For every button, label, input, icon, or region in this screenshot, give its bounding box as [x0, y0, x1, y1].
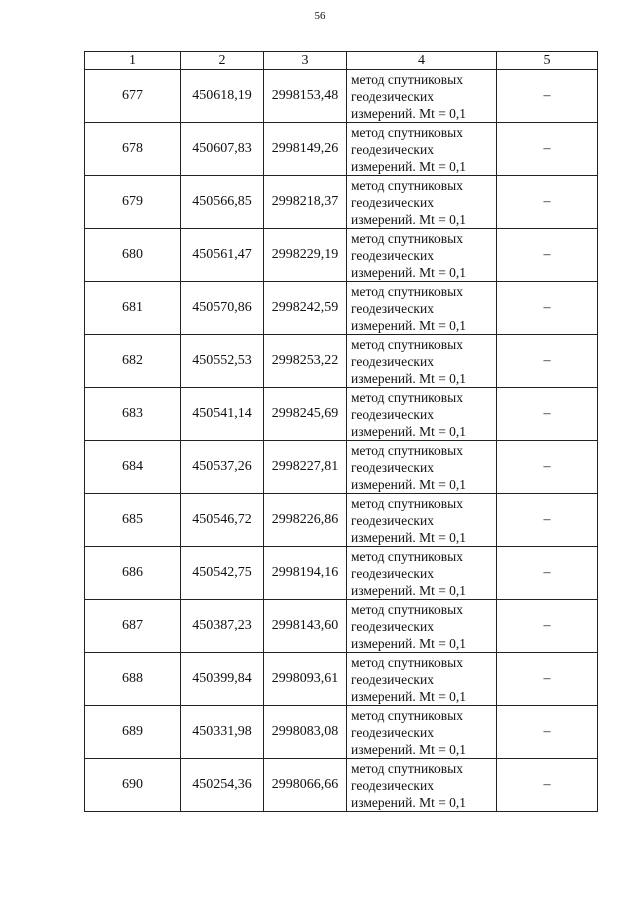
coord-x: 450552,53 [181, 335, 264, 388]
method-line: измерений. Mt = 0,1 [351, 582, 467, 598]
table-row [85, 600, 598, 653]
method-line: измерений. Mt = 0,1 [351, 211, 467, 227]
table-row [85, 759, 598, 812]
method-line: метод спутниковых [351, 495, 463, 511]
table-body [85, 70, 598, 812]
point-number: 681 [85, 282, 181, 335]
header-col-2: 2 [181, 52, 264, 70]
table-header [85, 52, 598, 70]
method-line: геодезических [351, 88, 434, 104]
col5-value: – [497, 441, 598, 494]
method-line: геодезических [351, 194, 434, 210]
method-line: геодезических [351, 724, 434, 740]
method-line: метод спутниковых [351, 230, 463, 246]
coord-y: 2998218,37 [264, 176, 347, 229]
method-line: метод спутниковых [351, 442, 463, 458]
method-line: метод спутниковых [351, 124, 463, 140]
coord-y: 2998194,16 [264, 547, 347, 600]
coord-x: 450546,72 [181, 494, 264, 547]
col5-value: – [497, 600, 598, 653]
point-number: 680 [85, 229, 181, 282]
point-number: 682 [85, 335, 181, 388]
col5-value: – [497, 653, 598, 706]
coord-y: 2998227,81 [264, 441, 347, 494]
method-description [347, 653, 497, 706]
table-row [85, 388, 598, 441]
table-row [85, 70, 598, 123]
header-row [85, 52, 598, 70]
table-row [85, 282, 598, 335]
coord-x: 450254,36 [181, 759, 264, 812]
col5-value: – [497, 335, 598, 388]
method-description [347, 123, 497, 176]
coord-x: 450331,98 [181, 706, 264, 759]
coord-x: 450607,83 [181, 123, 264, 176]
method-line: геодезических [351, 459, 434, 475]
point-number: 687 [85, 600, 181, 653]
col5-value: – [497, 123, 598, 176]
method-line: измерений. Mt = 0,1 [351, 158, 467, 174]
method-line: геодезических [351, 353, 434, 369]
method-line: геодезических [351, 247, 434, 263]
method-line: измерений. Mt = 0,1 [351, 317, 467, 333]
method-line: измерений. Mt = 0,1 [351, 635, 467, 651]
method-line: метод спутниковых [351, 389, 463, 405]
method-line: измерений. Mt = 0,1 [351, 794, 467, 810]
method-line: измерений. Mt = 0,1 [351, 741, 467, 757]
method-line: метод спутниковых [351, 71, 463, 87]
col5-value: – [497, 282, 598, 335]
point-number: 685 [85, 494, 181, 547]
method-line: метод спутниковых [351, 707, 463, 723]
point-number: 686 [85, 547, 181, 600]
coord-x: 450537,26 [181, 441, 264, 494]
coord-y: 2998226,86 [264, 494, 347, 547]
coord-x: 450399,84 [181, 653, 264, 706]
method-line: геодезических [351, 406, 434, 422]
header-col-1: 1 [85, 52, 181, 70]
col5-value: – [497, 759, 598, 812]
coordinates-table [84, 51, 598, 812]
point-number: 684 [85, 441, 181, 494]
coord-x: 450541,14 [181, 388, 264, 441]
table-row [85, 123, 598, 176]
method-description [347, 388, 497, 441]
method-line: измерений. Mt = 0,1 [351, 370, 467, 386]
method-description [347, 759, 497, 812]
method-line: измерений. Mt = 0,1 [351, 688, 467, 704]
method-description [347, 282, 497, 335]
header-col-4: 4 [347, 52, 497, 70]
page-number: 56 [314, 10, 326, 22]
coord-x: 450618,19 [181, 70, 264, 123]
table-row [85, 335, 598, 388]
method-description [347, 547, 497, 600]
coord-y: 2998093,61 [264, 653, 347, 706]
method-line: геодезических [351, 671, 434, 687]
coord-y: 2998153,48 [264, 70, 347, 123]
method-line: геодезических [351, 512, 434, 528]
table-row [85, 494, 598, 547]
coord-y: 2998253,22 [264, 335, 347, 388]
method-description [347, 600, 497, 653]
coord-y: 2998229,19 [264, 229, 347, 282]
method-description [347, 494, 497, 547]
table-row [85, 653, 598, 706]
coord-y: 2998143,60 [264, 600, 347, 653]
col5-value: – [497, 494, 598, 547]
method-line: метод спутниковых [351, 283, 463, 299]
method-line: метод спутниковых [351, 336, 463, 352]
coord-x: 450542,75 [181, 547, 264, 600]
point-number: 683 [85, 388, 181, 441]
point-number: 677 [85, 70, 181, 123]
method-line: измерений. Mt = 0,1 [351, 476, 467, 492]
method-line: метод спутниковых [351, 548, 463, 564]
header-col-5: 5 [497, 52, 598, 70]
method-line: метод спутниковых [351, 760, 463, 776]
col5-value: – [497, 176, 598, 229]
coord-x: 450566,85 [181, 176, 264, 229]
method-description [347, 70, 497, 123]
col5-value: – [497, 547, 598, 600]
method-line: метод спутниковых [351, 654, 463, 670]
coord-x: 450561,47 [181, 229, 264, 282]
table-row [85, 176, 598, 229]
method-line: метод спутниковых [351, 177, 463, 193]
table-row [85, 706, 598, 759]
table-row [85, 547, 598, 600]
coord-x: 450570,86 [181, 282, 264, 335]
col5-value: – [497, 388, 598, 441]
method-line: геодезических [351, 141, 434, 157]
method-line: измерений. Mt = 0,1 [351, 529, 467, 545]
table-row [85, 229, 598, 282]
table-row [85, 441, 598, 494]
coord-y: 2998066,66 [264, 759, 347, 812]
header-col-3: 3 [264, 52, 347, 70]
point-number: 688 [85, 653, 181, 706]
method-line: измерений. Mt = 0,1 [351, 423, 467, 439]
method-line: геодезических [351, 777, 434, 793]
method-line: измерений. Mt = 0,1 [351, 105, 467, 121]
coord-y: 2998149,26 [264, 123, 347, 176]
coord-y: 2998083,08 [264, 706, 347, 759]
point-number: 690 [85, 759, 181, 812]
method-description [347, 706, 497, 759]
col5-value: – [497, 706, 598, 759]
point-number: 689 [85, 706, 181, 759]
col5-value: – [497, 229, 598, 282]
coord-x: 450387,23 [181, 600, 264, 653]
coord-y: 2998245,69 [264, 388, 347, 441]
point-number: 679 [85, 176, 181, 229]
method-line: геодезических [351, 300, 434, 316]
method-line: измерений. Mt = 0,1 [351, 264, 467, 280]
method-line: геодезических [351, 565, 434, 581]
coord-y: 2998242,59 [264, 282, 347, 335]
method-description [347, 176, 497, 229]
method-line: геодезических [351, 618, 434, 634]
method-description [347, 229, 497, 282]
method-description [347, 441, 497, 494]
method-description [347, 335, 497, 388]
point-number: 678 [85, 123, 181, 176]
method-line: метод спутниковых [351, 601, 463, 617]
col5-value: – [497, 70, 598, 123]
